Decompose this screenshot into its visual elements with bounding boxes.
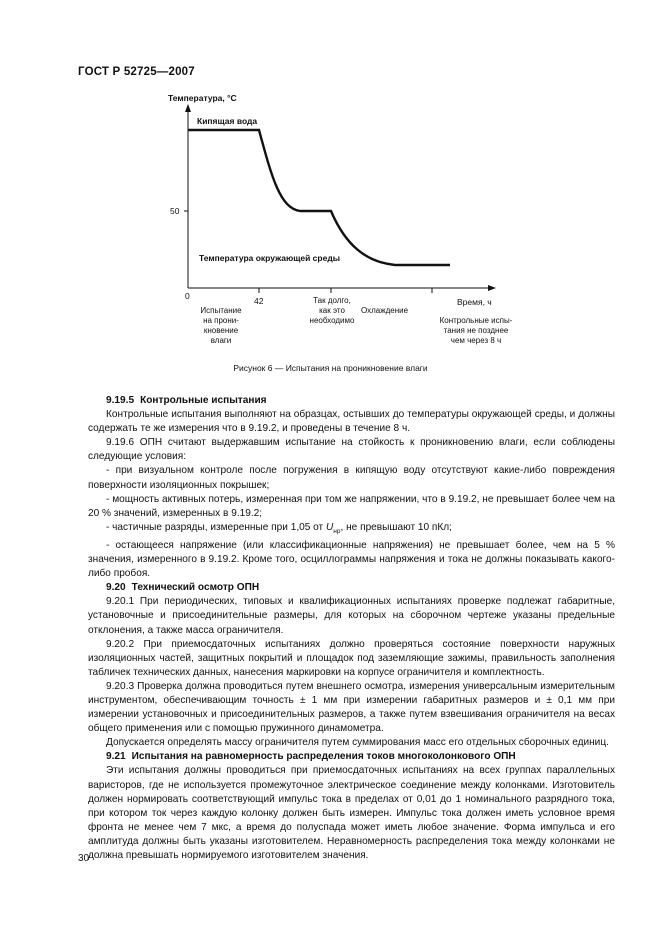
x-tick-label-0: 0	[185, 291, 190, 301]
paragraph-9-20-2: 9.20.2 При приемосдаточных испытаниях должно проверяться состояние поверхности наружных изоляционных частей, защитных покрытий и площадок под заземляющие зажимы, правильность заполнения табличек технических данных, нанесения маркировки на корпусе ограничителя и комплектность.	[88, 638, 615, 678]
svg-text:на прони-: на прони-	[203, 316, 239, 325]
x-tick-label-42: 42	[254, 296, 264, 306]
paragraph-control-tests: Контрольные испытания выполняют на образцах, остывших до температуры окружающей среды, и должны содержать те же измерения что в 9.19.2, и проведены в течение 8 ч.	[88, 409, 615, 435]
svg-text:Испытание: Испытание	[200, 306, 242, 315]
svg-text:тания не позднее: тания не позднее	[443, 326, 509, 335]
phase-control-label	[440, 316, 513, 345]
ambient-temperature-label: Температура окружающей среды	[199, 253, 340, 263]
temperature-curve	[188, 130, 450, 265]
x-axis-label: Время, ч	[457, 297, 492, 307]
svg-text:чем через 8 ч: чем через 8 ч	[450, 336, 502, 345]
document-header: ГОСТ Р 52725—2007	[78, 66, 195, 78]
paragraph-mass: Допускается определять массу ограничителя путем суммирования масс его отдельных сборочных единиц.	[106, 737, 609, 749]
page-number: 30	[78, 853, 90, 864]
moisture-test-figure	[0, 0, 661, 360]
y-axis-label: Температура, °С	[168, 93, 237, 103]
svg-text:как это: как это	[319, 306, 345, 315]
section-title: Контрольные испытания	[140, 395, 267, 406]
bullet-visual-control: - при визуальном контроле после погружения в кипящую воду отсутствуют какие-либо повреждения поверхности изоляционных покрышек;	[88, 465, 615, 491]
document-body	[88, 394, 615, 863]
section-number: 9.21	[106, 751, 126, 763]
paragraph-9-19-6: 9.19.6 ОПН считают выдержавшим испытание на стойкость к проникновению влаги, если соблюдены следующие условия:	[88, 437, 615, 463]
section-title: Испытания на равномерность распределения токов многоколонкового ОПН	[131, 751, 516, 763]
section-9-19-5-heading	[88, 394, 615, 408]
section-9-21-heading	[88, 750, 615, 764]
paragraph-9-20-3: 9.20.3 Проверка должна проводиться путем внешнего осмотра, измерения универсальным измерительным инструментом, обеспечивающим точность ± 1 мм при измерении габаритных размеров и ± 0,1 мм при измерении установочных и присоединительных размеров, а также путем взвешивания ограничителя на весах общего применения или с помощью пружинного динамометра.	[88, 680, 615, 735]
figure-caption: Рисунок 6 — Испытания на проникновение влаги	[233, 363, 428, 373]
svg-text:необходимо: необходимо	[309, 316, 355, 325]
paragraph-9-20-1: 9.20.1 При периодических, типовых и квалификационных испытаниях проверке подлежат габаритные, установочные и присоединительные размеры, для которых на сборочном чертеже указаны предельные отклонения, а также масса ограничителя.	[88, 596, 615, 636]
y-tick-label-50: 50	[170, 206, 180, 216]
paragraph-9-21: Эти испытания должны проводиться при приемосдаточных испытаниях на всех группах параллельных варисторов, где не используется промежуточное электрическое соединение между колонками. Изготовитель должен нормировать соответствующий импульс тока в пределах от 0,01 до 1 номинального разрядного тока, при котором ток через каждую колонку должен быть измерен. Импульс тока должен иметь условное время фронта не менее чем 7 мкс, а время до полуспада может иметь любое значение. Форма импульса и его амплитуда должны быть указаны изготовителем. Неравномерность распределения тока между колонками не должна превышать нормируемого изготовителем значения.	[88, 765, 615, 862]
svg-text:влаги: влаги	[210, 336, 232, 345]
section-title: Технический осмотр ОПН	[131, 582, 260, 594]
section-number: 9.20	[106, 582, 126, 594]
phase-as-long-label	[310, 296, 355, 325]
bullet-residual-voltage: - остающееся напряжение (или классификационные напряжения) не превышает более, чем на 5 % значения, измеренного в 9.19.2. Кроме того, осциллограммы напряжения и тока не должны показывать какого-либо пробоя.	[88, 539, 615, 580]
x-axis	[188, 285, 496, 291]
svg-text:кновение: кновение	[203, 326, 239, 335]
svg-text:Так долго,: Так долго,	[313, 296, 351, 305]
boiling-water-label: Кипящая вода	[197, 116, 258, 126]
bullet-partial-discharges: - частичные разряды, измеренные при 1,05 от $U_{нр}$, не превышают 10 пКл;	[106, 521, 452, 535]
section-9-20-heading	[88, 581, 615, 595]
phase-penetration-label	[200, 306, 242, 345]
svg-text:Контрольные испы-: Контрольные испы-	[439, 316, 513, 325]
y-axis	[185, 104, 191, 288]
section-number: 9.19.5	[106, 395, 135, 406]
phase-cooling-label: Охлаждение	[361, 306, 409, 315]
bullet-active-losses: - мощность активных потерь, измеренная при том же напряжении, что в 9.19.2, не превышает более чем на 20 % значений, измеренных в 9.19.2;	[88, 493, 615, 519]
